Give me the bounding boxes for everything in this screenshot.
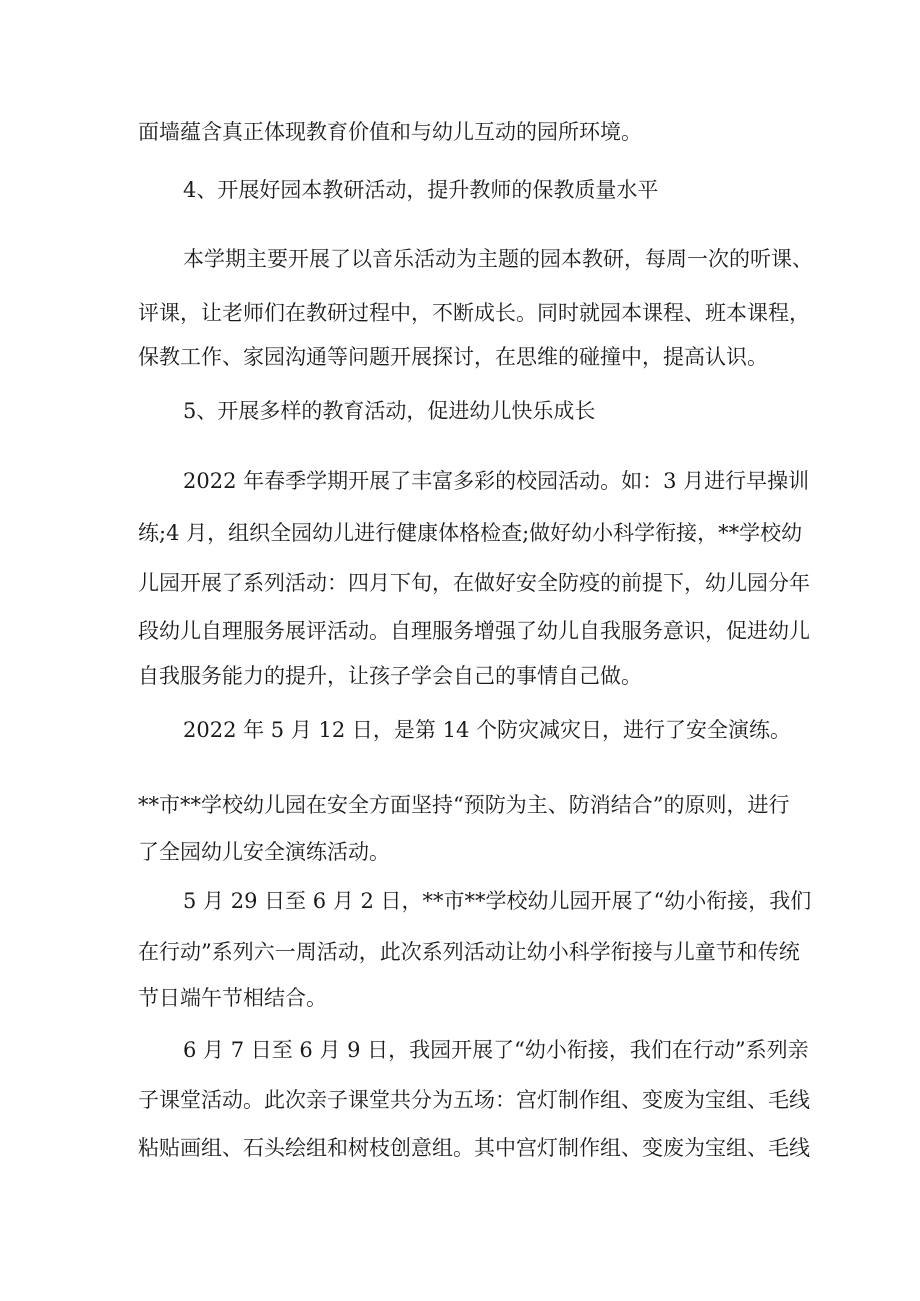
text-line: 保教工作、家园沟通等问题开展探讨，在思维的碰撞中，提高认识。: [138, 345, 768, 369]
section-heading: 4、开展好园本教研活动，提升教师的保教质量水平: [183, 178, 659, 202]
text-line: 面墙蕴含真正体现教育价值和与幼儿互动的园所环境。: [138, 120, 642, 144]
text-line: 了全园幼儿安全演练活动。: [138, 840, 390, 864]
text-line: 评课，让老师们在教研过程中，不断成长。同时就园本课程、班本课程，: [138, 301, 810, 325]
text-line: 6 月 7 日至 6 月 9 日，我园开展了“幼小衔接，我们在行动”系列亲: [183, 1038, 809, 1062]
text-line: 本学期主要开展了以音乐活动为主题的园本教研，每周一次的听课、: [183, 247, 813, 271]
text-line: 段幼儿自理服务展评活动。自理服务增强了幼儿自我服务意识，促进幼儿: [138, 619, 810, 643]
text-line: 儿园开展了系列活动：四月下旬，在做好安全防疫的前提下，幼儿园分年: [138, 571, 810, 595]
text-line: **市**学校幼儿园在安全方面坚持“预防为主、防消结合”的原则，进行: [138, 793, 790, 817]
section-heading: 5、开展多样的教育活动，促进幼儿快乐成长: [183, 399, 596, 423]
text-line: 自我服务能力的提升，让孩子学会自己的事情自己做。: [138, 664, 642, 688]
text-line: 子课堂活动。此次亲子课堂共分为五场：宫灯制作组、变废为宝组、毛线: [138, 1088, 810, 1112]
text-line: 粘贴画组、石头绘组和树枝创意组。其中宫灯制作组、变废为宝组、毛线: [138, 1136, 810, 1160]
text-line: 在行动”系列六一周活动，此次系列活动让幼小科学衔接与儿童节和传统: [138, 940, 800, 964]
text-line: 5 月 29 日至 6 月 2 日，**市**学校幼儿园开展了“幼小衔接，我们: [183, 889, 812, 913]
text-line: 2022 年 5 月 12 日，是第 14 个防灾减灾日，进行了安全演练。: [183, 718, 791, 742]
text-line: 练;4 月，组织全园幼儿进行健康体格检查;做好幼小科学衔接，**学校幼: [138, 521, 803, 545]
text-line: 2022 年春季学期开展了丰富多彩的校园活动。如：3 月进行早操训: [183, 469, 810, 493]
text-line: 节日端午节相结合。: [138, 986, 327, 1010]
